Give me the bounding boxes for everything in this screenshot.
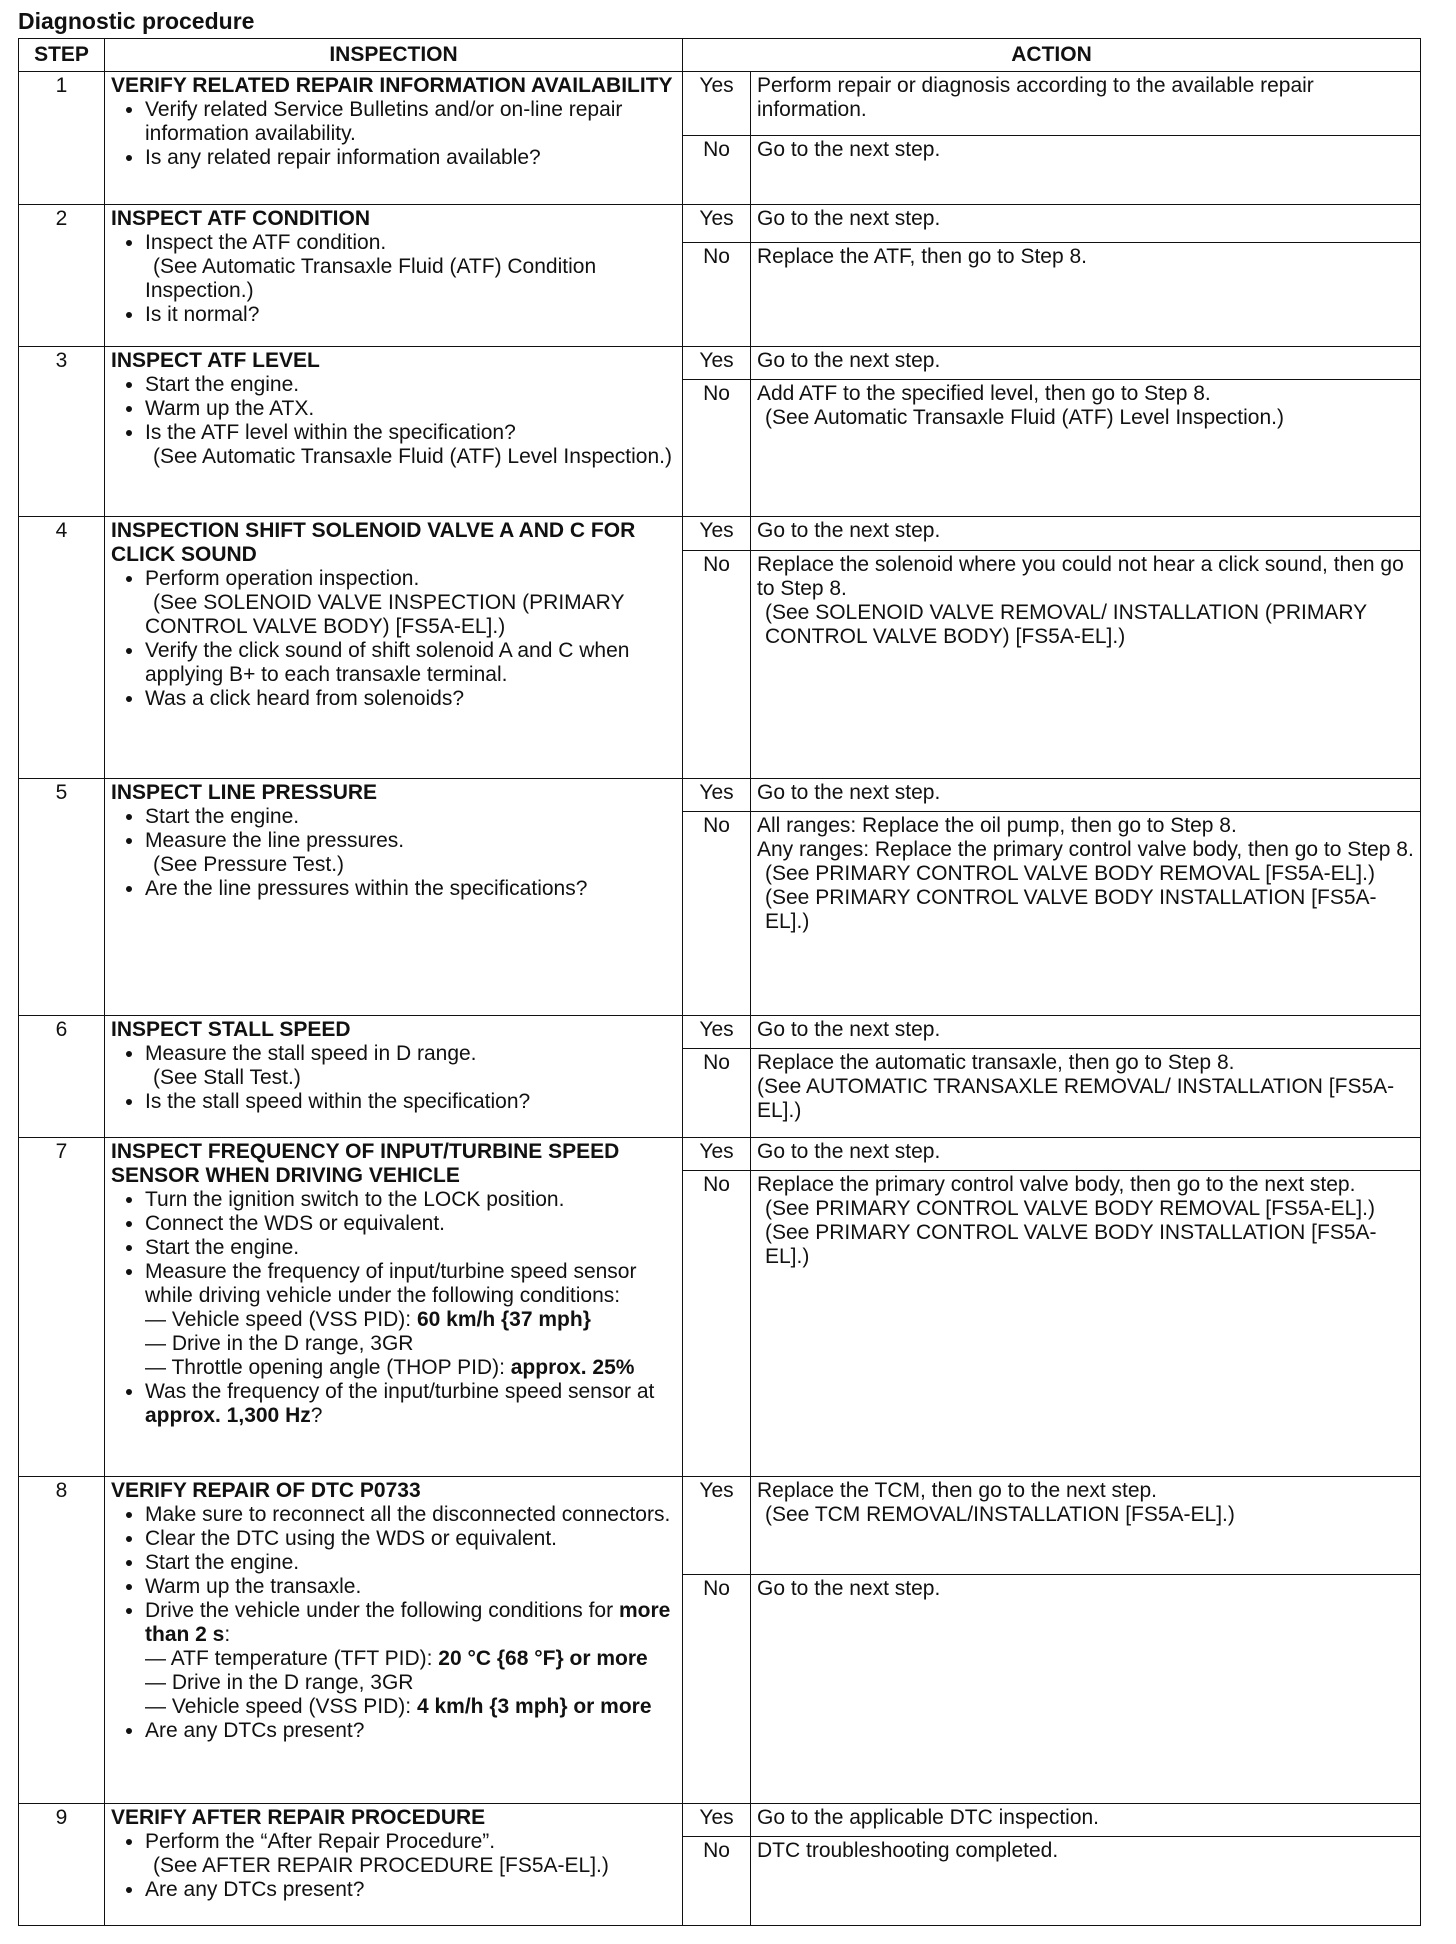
step-number: 4 [19,517,105,779]
condition-item: — Vehicle speed (VSS PID): 4 km/h {3 mph} or more [145,1695,652,1718]
inspection-title: INSPECTION SHIFT SOLENOID VALVE A AND C FOR CLICK SOUND [111,519,636,567]
table-row [19,1137,1421,1170]
no-label: No [683,243,751,347]
list-item: • Is it normal? [145,303,676,327]
yes-label: Yes [683,347,751,380]
reference-link[interactable]: (See AFTER REPAIR PROCEDURE [FS5A-EL].) [153,1853,609,1877]
inspection-list [111,1830,676,1902]
condition-item: — Throttle opening angle (THOP PID): approx. 25% [145,1355,635,1379]
step-number: 8 [19,1477,105,1804]
list-item: • Was a click heard from solenoids? [145,687,676,711]
action-text: Any ranges: Replace the primary control valve body, then go to Step 8. [757,838,1414,862]
diagnostic-table [18,38,1421,1926]
header-action: ACTION [683,39,1421,72]
table-row [19,347,1421,380]
no-action [751,550,1421,778]
action-text: All ranges: Replace the oil pump, then go to Step 8. [757,814,1237,838]
inspection-title: VERIFY AFTER REPAIR PROCEDURE [111,1805,486,1829]
inspection-list [111,373,676,469]
no-action: Go to the next step. [751,1575,1421,1803]
condition-value: 4 km/h {3 mph} or more [416,1695,652,1718]
list-item [145,231,676,303]
list-item: • Verify the click sound of shift solenoid A and C when applying B+ to each transaxle terminal. [145,639,676,687]
inspection-title: VERIFY REPAIR OF DTC P0733 [111,1479,421,1502]
no-action [751,1170,1421,1476]
table-row [19,517,1421,550]
list-item: • Are the line pressures within the specifications? [145,877,676,901]
table-row [19,204,1421,243]
yes-action: Go to the next step. [751,517,1421,550]
list-item-text: Perform the “After Repair Procedure”. [145,1829,496,1853]
list-item: • Is the stall speed within the specification? [145,1090,676,1114]
no-label: No [683,135,751,204]
inspection-cell [105,1803,683,1925]
yes-action: Go to the next step. [751,347,1421,380]
list-item: • Start the engine. [145,1551,676,1575]
yes-action: Go to the next step. [751,1137,1421,1170]
list-item: • Are any DTCs present? [145,1878,676,1902]
step-number: 6 [19,1015,105,1137]
table-header-row [19,39,1421,72]
list-item-text: Inspect the ATF condition. [145,230,387,254]
yes-label: Yes [683,517,751,550]
inspection-title: INSPECT ATF CONDITION [111,206,370,230]
condition-value: 60 km/h {37 mph} [416,1307,591,1331]
condition-list [145,1647,676,1719]
list-item-text: Drive the vehicle under the following conditions for [145,1599,619,1622]
inspection-cell [105,204,683,347]
yes-label: Yes [683,72,751,136]
no-label: No [683,1048,751,1137]
condition-value: 20 °C {68 °F} or more [438,1647,648,1670]
reference-link[interactable]: (See PRIMARY CONTROL VALVE BODY INSTALLATION [FS5A-EL].) [765,886,1377,934]
list-item: • Start the engine. [145,805,676,829]
spec-value: approx. 1,300 Hz [145,1403,311,1427]
action-text: Replace the automatic transaxle, then go to Step 8. [757,1050,1235,1074]
list-item-text: ? [310,1403,323,1427]
inspection-cell [105,347,683,517]
condition-text: Vehicle speed (VSS PID): [171,1695,417,1718]
no-label: No [683,812,751,1015]
no-action [751,380,1421,517]
list-item: • Start the engine. [145,1236,676,1260]
page-title: Diagnostic procedure [18,8,255,34]
no-label: No [683,550,751,778]
list-item [145,421,676,469]
list-item-text: Is the ATF level within the specification? [145,421,516,445]
no-action: Replace the ATF, then go to Step 8. [751,243,1421,347]
list-item [145,1599,676,1719]
yes-label: Yes [683,1803,751,1836]
condition-item: — Drive in the D range, 3GR [145,1331,414,1355]
no-action [751,1048,1421,1137]
condition-text: Vehicle speed (VSS PID): [171,1307,417,1331]
inspection-title: INSPECT ATF LEVEL [111,349,320,373]
step-number: 9 [19,1803,105,1925]
reference-link[interactable]: (See AUTOMATIC TRANSAXLE REMOVAL/ INSTALLATION [FS5A-EL].) [757,1074,1395,1122]
reference-link[interactable]: (See PRIMARY CONTROL VALVE BODY INSTALLATION [FS5A-EL].) [765,1220,1377,1268]
list-item: • Verify related Service Bulletins and/or on-line repair information availability. [145,98,676,146]
condition-item: — ATF temperature (TFT PID): 20 °C {68 °F} or more [145,1647,648,1670]
list-item: • Are any DTCs present? [145,1719,676,1743]
inspection-cell [105,1015,683,1137]
list-item-text: Measure the stall speed in D range. [145,1041,477,1065]
list-item [145,829,676,877]
reference-link[interactable]: (See TCM REMOVAL/INSTALLATION [FS5A-EL].) [765,1503,1235,1526]
list-item: • Clear the DTC using the WDS or equivalent. [145,1527,676,1551]
yes-action: Go to the next step. [751,1015,1421,1048]
step-number: 1 [19,72,105,205]
no-action [751,812,1421,1015]
no-action: DTC troubleshooting completed. [751,1836,1421,1925]
no-action: Go to the next step. [751,135,1421,204]
inspection-list [111,98,676,170]
inspection-list [111,805,676,901]
yes-action: Go to the next step. [751,204,1421,243]
table-row [19,779,1421,812]
list-item [145,1830,676,1878]
list-item: • Warm up the ATX. [145,397,676,421]
table-row [19,1015,1421,1048]
list-item-text: Perform operation inspection. [145,567,420,591]
no-label: No [683,1575,751,1803]
reference-link[interactable]: (See PRIMARY CONTROL VALVE BODY REMOVAL [FS5A-EL].) [765,862,1375,886]
step-number: 7 [19,1137,105,1476]
no-label: No [683,380,751,517]
list-item [145,1042,676,1090]
list-item: • Start the engine. [145,373,676,397]
reference-link[interactable]: (See Automatic Transaxle Fluid (ATF) Level Inspection.) [765,406,1284,430]
condition-text: Drive in the D range, 3GR [171,1331,414,1355]
inspection-list [111,231,676,327]
inspection-list [111,1042,676,1114]
yes-label: Yes [683,1477,751,1575]
header-inspection: INSPECTION [105,39,683,72]
action-text: Replace the primary control valve body, then go to the next step. [757,1172,1356,1196]
table-row [19,1477,1421,1575]
condition-text: ATF temperature (TFT PID): [170,1647,439,1670]
inspection-title: VERIFY RELATED REPAIR INFORMATION AVAILABILITY [111,74,673,97]
yes-action: Go to the next step. [751,779,1421,812]
yes-action: Perform repair or diagnosis according to the available repair information. [751,72,1421,136]
reference-link[interactable]: (See SOLENOID VALVE INSPECTION (PRIMARY CONTROL VALVE BODY) [FS5A-EL].) [145,591,625,639]
list-item-text: Measure the frequency of input/turbine speed sensor while driving vehicle under the following conditions: [145,1259,637,1307]
yes-label: Yes [683,1137,751,1170]
yes-label: Yes [683,204,751,243]
list-item: • Turn the ignition switch to the LOCK position. [145,1188,676,1212]
inspection-list [111,567,676,711]
inspection-list [111,1188,676,1428]
step-number: 3 [19,347,105,517]
no-label: No [683,1170,751,1476]
action-text: Replace the solenoid where you could not hear a click sound, then go to Step 8. [757,552,1404,600]
reference-link[interactable]: (See SOLENOID VALVE REMOVAL/ INSTALLATION (PRIMARY CONTROL VALVE BODY) [FS5A-EL].) [765,600,1367,648]
step-number: 2 [19,204,105,347]
inspection-cell [105,1137,683,1476]
inspection-cell [105,72,683,205]
spec-value: more than 2 s [145,1599,671,1646]
list-item-text: : [224,1623,231,1646]
list-item [145,1380,676,1428]
reference-link[interactable]: (See Automatic Transaxle Fluid (ATF) Level Inspection.) [153,445,672,469]
yes-action: Go to the applicable DTC inspection. [751,1803,1421,1836]
reference-link[interactable]: (See Stall Test.) [153,1065,301,1089]
header-step: STEP [19,39,105,72]
condition-text: Throttle opening angle (THOP PID): [171,1355,511,1379]
inspection-cell [105,517,683,779]
list-item [145,1260,676,1380]
reference-link[interactable]: (See Automatic Transaxle Fluid (ATF) Condition Inspection.) [145,254,597,302]
inspection-title: INSPECT LINE PRESSURE [111,781,378,805]
reference-link[interactable]: (See Pressure Test.) [153,853,345,877]
list-item-text: Measure the line pressures. [145,829,405,853]
list-item: • Make sure to reconnect all the disconnected connectors. [145,1503,676,1527]
condition-list [145,1308,676,1380]
no-label: No [683,1836,751,1925]
list-item: • Connect the WDS or equivalent. [145,1212,676,1236]
action-text: Add ATF to the specified level, then go to Step 8. [757,382,1211,406]
inspection-cell [105,1477,683,1804]
yes-label: Yes [683,1015,751,1048]
condition-value: approx. 25% [510,1355,635,1379]
yes-action [751,1477,1421,1575]
condition-item: — Drive in the D range, 3GR [145,1671,414,1694]
condition-item: — Vehicle speed (VSS PID): 60 km/h {37 mph} [145,1307,591,1331]
step-number: 5 [19,779,105,1015]
list-item-text: Was the frequency of the input/turbine speed sensor at [145,1379,655,1403]
inspection-list [111,1503,676,1743]
inspection-title: INSPECT FREQUENCY OF INPUT/TURBINE SPEED SENSOR WHEN DRIVING VEHICLE [111,1139,620,1187]
inspection-title: INSPECT STALL SPEED [111,1017,351,1041]
condition-text: Drive in the D range, 3GR [171,1671,414,1694]
list-item: • Is any related repair information available? [145,146,676,170]
action-text: Replace the TCM, then go to the next step. [757,1479,1158,1502]
inspection-cell [105,779,683,1015]
reference-link[interactable]: (See PRIMARY CONTROL VALVE BODY REMOVAL [FS5A-EL].) [765,1196,1375,1220]
list-item: • Warm up the transaxle. [145,1575,676,1599]
table-row [19,72,1421,136]
table-row [19,1803,1421,1836]
yes-label: Yes [683,779,751,812]
list-item [145,567,676,639]
